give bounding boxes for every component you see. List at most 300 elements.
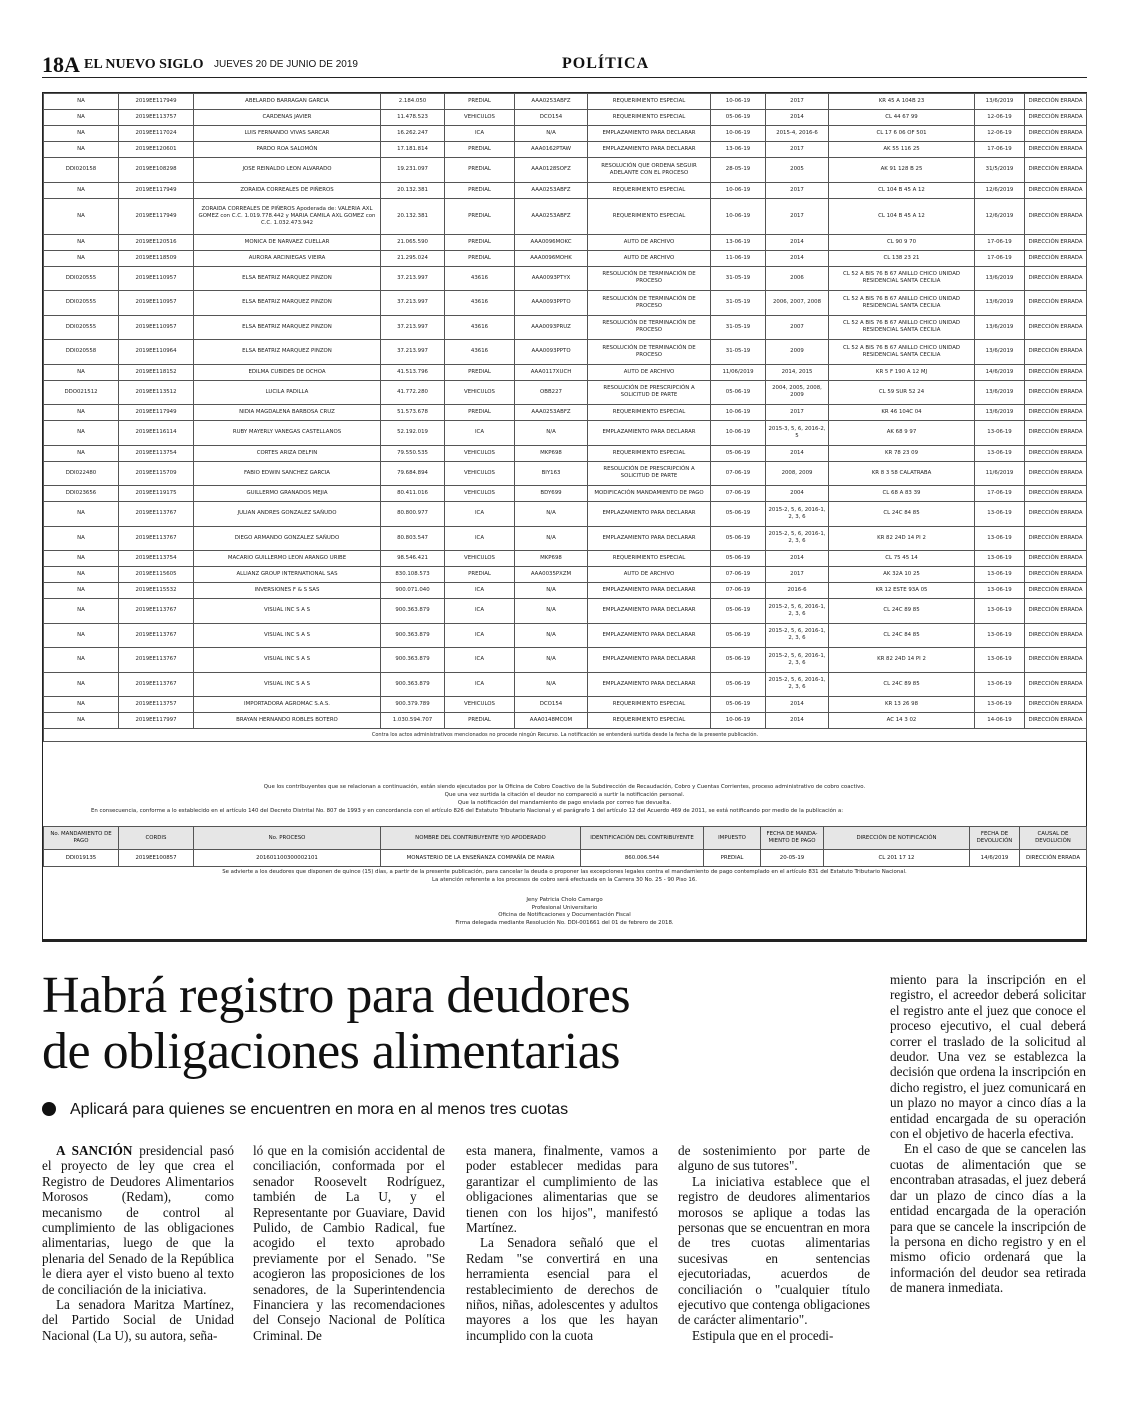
table-cell: 2019EE117949 xyxy=(119,198,194,234)
table-cell: 13/6/2019 xyxy=(975,340,1025,365)
table-cell: AAA0093PPTO xyxy=(515,291,588,316)
table-cell: PREDIAL xyxy=(445,713,515,729)
table-cell: ZORAIDA CORREALES DE PIÑEROS Apoderada de: VALERIA AXL GOMEZ con C.C. 1.019.778.442 y MARIA CAMILA AXL GOMEZ con C.C. 1.032.473.942 xyxy=(194,198,381,234)
table-cell: NA xyxy=(44,421,119,446)
table-row xyxy=(44,250,1087,266)
table-cell: PREDIAL xyxy=(445,198,515,234)
table-cell: MKP698 xyxy=(515,551,588,567)
paragraph: La iniciativa establece que el registro de deudores alimentarios morosos se aplique a todas las personas que se encuentran en mora de tres cuotas alimentarias sucesivas en sentencias ejecutoriadas, acuerdos de conciliación o "cualquier título ejecutivo que contenga obligaciones de carácter alimentario". xyxy=(678,1173,870,1328)
table-cell: 2015-2, 5, 6, 2016-1, 2, 3, 6 xyxy=(766,599,829,624)
paragraph: En el caso de que se cancelen las cuotas de alimentación que se encontraban atrasadas, el juez deberá dar un plazo de cinco días a la entidad encargada de la operación para que se cancele la inscripción de la persona en dicho registro y en el mismo oficio ordenará que la información del deudor sea retirada de manera inmediata. xyxy=(890,1141,1086,1296)
table-cell: AK 55 116 25 xyxy=(829,142,975,158)
signature-line: Profesional Universitario xyxy=(531,904,598,911)
table-cell: ICA xyxy=(445,126,515,142)
table-cell: 37.213.997 xyxy=(381,291,445,316)
table-cell: REQUERIMIENTO ESPECIAL xyxy=(588,198,711,234)
signature-block xyxy=(43,897,1086,927)
table-cell: 80.411.016 xyxy=(381,486,445,502)
table-cell: ICA xyxy=(445,648,515,673)
table-cell: 2016-6 xyxy=(766,583,829,599)
paragraph: La Senadora señaló que el Redam "se convertirá en una herramienta esencial para el restablecimiento de derechos de niños, niñas, adolescentes y adultos mayores a los que les hayan incumplido con la cuota xyxy=(466,1235,658,1343)
table-cell: 900.363.879 xyxy=(381,599,445,624)
article-column-4 xyxy=(678,1143,870,1343)
notice-closing xyxy=(43,868,1086,884)
table-cell: N/A xyxy=(515,672,588,697)
table-cell: 37.213.997 xyxy=(381,315,445,340)
table-cell: NA xyxy=(44,445,119,461)
table-cell: PREDIAL xyxy=(445,94,515,110)
table-row xyxy=(44,567,1087,583)
table-cell: DDI020158 xyxy=(44,158,119,183)
table-cell: INVERSIONES F & S SAS xyxy=(194,583,381,599)
table-cell: 10-06-19 xyxy=(711,94,766,110)
table-row xyxy=(44,126,1087,142)
table-cell: DIRECCIÓN ERRADA xyxy=(1025,583,1087,599)
table-cell: 2017 xyxy=(766,198,829,234)
table-cell: 2019EE115605 xyxy=(119,567,194,583)
table-cell: DDI019135 xyxy=(44,850,119,867)
table-row xyxy=(44,110,1087,126)
table-cell: 17-06-19 xyxy=(975,250,1025,266)
table-cell: CL 90 9 70 xyxy=(829,234,975,250)
table-cell: REQUERIMIENTO ESPECIAL xyxy=(588,405,711,421)
table-cell: VEHICULOS xyxy=(445,461,515,486)
table-cell: AAA0148MCOM xyxy=(515,713,588,729)
table-cell: CL 24C 89 85 xyxy=(829,599,975,624)
table-cell: AK 32A 10 25 xyxy=(829,567,975,583)
table-cell: DDI020555 xyxy=(44,291,119,316)
table-cell: 80.803.547 xyxy=(381,526,445,551)
table-cell: 2014 xyxy=(766,110,829,126)
table-cell: ICA xyxy=(445,502,515,527)
table-row xyxy=(44,291,1087,316)
table-cell: AUTO DE ARCHIVO xyxy=(588,364,711,380)
table-cell: OBB227 xyxy=(515,380,588,405)
table-cell: REQUERIMIENTO ESPECIAL xyxy=(588,94,711,110)
table-row xyxy=(44,623,1087,648)
table-cell: 13/6/2019 xyxy=(975,405,1025,421)
table-cell: JULIAN ANDRES GONZALEZ SAÑUDO xyxy=(194,502,381,527)
table-row xyxy=(44,315,1087,340)
table-cell: DIRECCIÓN ERRADA xyxy=(1025,94,1087,110)
table-cell: MONASTERIO DE LA ENSEÑANZA COMPAÑÍA DE MARIA xyxy=(381,850,581,867)
table-cell: NA xyxy=(44,364,119,380)
table-cell: 2017 xyxy=(766,182,829,198)
table-cell: 2019EE119175 xyxy=(119,486,194,502)
table-cell: 05-06-19 xyxy=(711,110,766,126)
table-cell: DIRECCIÓN ERRADA xyxy=(1025,158,1087,183)
table-cell: 2017 xyxy=(766,142,829,158)
table-cell: 2014 xyxy=(766,551,829,567)
table-cell: JOSE REINALDO LEON ALVARADO xyxy=(194,158,381,183)
table-cell: DIRECCIÓN ERRADA xyxy=(1025,250,1087,266)
table-cell: 2019EE115709 xyxy=(119,461,194,486)
table-cell: 17-06-19 xyxy=(975,142,1025,158)
table-cell: 2017 xyxy=(766,405,829,421)
table-cell: AUTO DE ARCHIVO xyxy=(588,250,711,266)
table-row xyxy=(44,551,1087,567)
table-cell: NIDIA MAGDALENA BARBOSA CRUZ xyxy=(194,405,381,421)
table-cell: RUBY MAYERLY VANEGAS CASTELLANOS xyxy=(194,421,381,446)
table-cell: 1.030.594.707 xyxy=(381,713,445,729)
column-header: FECHA DE MANDA- MIENTO DE PAGO xyxy=(761,827,824,850)
table-cell: DIRECCIÓN ERRADA xyxy=(1025,697,1087,713)
table-cell: 13/6/2019 xyxy=(975,266,1025,291)
table-cell: 2019EE110957 xyxy=(119,291,194,316)
notice-line: Que la notificación del mandamiento de pago enviada por correo fue devuelta. xyxy=(457,800,672,806)
table-cell: 2019EE110957 xyxy=(119,315,194,340)
table-cell: CL 52 A BIS 76 B 67 ANILLO CHICO UNIDAD RESIDENCIAL SANTA CECILIA xyxy=(829,315,975,340)
table-cell: 13-06-19 xyxy=(975,623,1025,648)
table-cell: VISUAL INC S A S xyxy=(194,648,381,673)
table-cell: 13-06-19 xyxy=(975,526,1025,551)
table-cell: 2019EE115532 xyxy=(119,583,194,599)
table-cell: RESOLUCIÓN QUE ORDENA SEGUIR ADELANTE CON EL PROCESO xyxy=(588,158,711,183)
table-row xyxy=(44,234,1087,250)
table-cell: 79.550.535 xyxy=(381,445,445,461)
table-footnote: Contra los actos administrativos mencionados no procede ningún Recurso. La notificación se entenderá surtida desde la fecha de la presente publicación. xyxy=(44,729,1087,742)
table-cell: ELSA BEATRIZ MARQUEZ PINZON xyxy=(194,315,381,340)
table-cell: 900.071.040 xyxy=(381,583,445,599)
table-cell: 13/6/2019 xyxy=(975,315,1025,340)
notice-line: Que una vez surtida la citación el deudor no compareció a surtir la notificación personal. xyxy=(444,792,685,798)
table-cell: 2019EE113754 xyxy=(119,551,194,567)
table-cell: 52.192.019 xyxy=(381,421,445,446)
table-cell: 2015-3, 5, 6, 2016-2, 5 xyxy=(766,421,829,446)
article-column-1 xyxy=(42,1143,234,1343)
table-cell: 2019EE113757 xyxy=(119,110,194,126)
table-cell: 10-06-19 xyxy=(711,126,766,142)
table-cell: 2019EE110957 xyxy=(119,266,194,291)
notice-intro xyxy=(43,783,1086,815)
table-cell: 2014 xyxy=(766,250,829,266)
article-headline xyxy=(42,968,630,1080)
table-cell: MODIFICACIÓN MANDAMIENTO DE PAGO xyxy=(588,486,711,502)
table-cell: DIRECCIÓN ERRADA xyxy=(1025,526,1087,551)
table-cell: 2014 xyxy=(766,713,829,729)
table-cell: RESOLUCIÓN DE TERMINACIÓN DE PROCESO xyxy=(588,315,711,340)
table-cell: ICA xyxy=(445,672,515,697)
table-cell: RESOLUCIÓN DE TERMINACIÓN DE PROCESO xyxy=(588,340,711,365)
table-cell: 07-06-19 xyxy=(711,486,766,502)
table-row xyxy=(44,526,1087,551)
table-cell: 2019EE113767 xyxy=(119,648,194,673)
table-cell: 2019EE117997 xyxy=(119,713,194,729)
table-cell: KR 45 A 104B 23 xyxy=(829,94,975,110)
table-cell: 05-06-19 xyxy=(711,551,766,567)
table-cell: NA xyxy=(44,623,119,648)
table-cell: 11/06/2019 xyxy=(711,364,766,380)
table-cell: NA xyxy=(44,250,119,266)
table-cell: 900.363.879 xyxy=(381,623,445,648)
table-cell: PREDIAL xyxy=(445,364,515,380)
notification-table xyxy=(43,93,1087,742)
table-cell: 2009 xyxy=(766,340,829,365)
table-cell: FABIO EDWIN SANCHEZ GARCIA xyxy=(194,461,381,486)
table-cell: DIRECCIÓN ERRADA xyxy=(1025,126,1087,142)
table-cell: ICA xyxy=(445,421,515,446)
table-cell: CL 52 A BIS 76 B 67 ANILLO CHICO UNIDAD RESIDENCIAL SANTA CECILIA xyxy=(829,266,975,291)
table-row xyxy=(44,486,1087,502)
table-cell: 2006 xyxy=(766,266,829,291)
table-cell: 51.573.678 xyxy=(381,405,445,421)
table-cell: N/A xyxy=(515,502,588,527)
table-cell: 13-06-19 xyxy=(975,502,1025,527)
table-cell: 31-05-19 xyxy=(711,340,766,365)
table-cell: 13/6/2019 xyxy=(975,380,1025,405)
table-cell: VEHICULOS xyxy=(445,380,515,405)
table-cell: VEHICULOS xyxy=(445,486,515,502)
table-cell: AK 68 9 97 xyxy=(829,421,975,446)
table-cell: RESOLUCIÓN DE TERMINACIÓN DE PROCESO xyxy=(588,266,711,291)
table-cell: DIRECCIÓN ERRADA xyxy=(1025,380,1087,405)
table-cell: DIRECCIÓN ERRADA xyxy=(1025,599,1087,624)
table-cell: DCO154 xyxy=(515,110,588,126)
table-cell: DDI020555 xyxy=(44,315,119,340)
column-header: CORDIS xyxy=(119,827,194,850)
table-cell: REQUERIMIENTO ESPECIAL xyxy=(588,110,711,126)
table-cell: AUTO DE ARCHIVO xyxy=(588,567,711,583)
table-cell: PREDIAL xyxy=(445,250,515,266)
table-cell: 05-06-19 xyxy=(711,672,766,697)
table-cell: EMPLAZAMIENTO PARA DECLARAR xyxy=(588,672,711,697)
table-cell: CARDENAS JAVIER xyxy=(194,110,381,126)
table-row xyxy=(44,364,1087,380)
table-cell: EMPLAZAMIENTO PARA DECLARAR xyxy=(588,502,711,527)
table-cell: IMPORTADORA AGROMAC S.A.S. xyxy=(194,697,381,713)
signature-line: Oficina de Notificaciones y Documentación Fiscal xyxy=(498,912,631,918)
table-cell: 13-06-19 xyxy=(975,445,1025,461)
table-row xyxy=(44,198,1087,234)
table-cell: 19.231.097 xyxy=(381,158,445,183)
table-row xyxy=(44,158,1087,183)
table-cell: DIEGO ARMANDO GONZALEZ SAÑUDO xyxy=(194,526,381,551)
table-cell: KR 5 F 190 A 12 MJ xyxy=(829,364,975,380)
table-row xyxy=(44,697,1087,713)
table-cell: NA xyxy=(44,697,119,713)
masthead xyxy=(42,52,1087,78)
table-cell: DIRECCIÓN ERRADA xyxy=(1025,672,1087,697)
table-cell: 05-06-19 xyxy=(711,445,766,461)
table-row xyxy=(44,713,1087,729)
column-header: CAUSAL DE DEVOLUCIÓN xyxy=(1020,827,1087,850)
column-header: FECHA DE DEVOLUCIÓN xyxy=(970,827,1020,850)
table-cell: 860.006.544 xyxy=(581,850,704,867)
table-cell: RESOLUCIÓN DE PRESCRIPCIÓN A SOLICITUD DE PARTE xyxy=(588,380,711,405)
table-cell: KR 12 ESTE 93A 05 xyxy=(829,583,975,599)
table-cell: KR 46 104C 04 xyxy=(829,405,975,421)
table-cell: 2019EE118152 xyxy=(119,364,194,380)
table-cell: 2008, 2009 xyxy=(766,461,829,486)
table-cell: 2019EE117949 xyxy=(119,94,194,110)
issue-date: JUEVES 20 DE JUNIO DE 2019 xyxy=(214,59,358,70)
table-cell: 12/6/2019 xyxy=(975,182,1025,198)
closing-line: Se advierte a los deudores que disponen de quince (15) días, a partir de la presente publicación, para cancelar la deuda o proponer las excepciones legales contra el mandamiento de pago contemplado en el artículo 831 del Estatuto Tributario Nacional. xyxy=(222,869,907,875)
table-cell: DDI023656 xyxy=(44,486,119,502)
table-cell: 2014 xyxy=(766,234,829,250)
notice-line: En consecuencia, conforme a lo establecido en el artículo 140 del Decreto Distrital No. 807 de 1993 y en concordancia con el artículo 826 del Estatuto Tributario Nacional y el parágrafo 1 del artículo 12 del Acuerdo 469 de 2011, se está notificando por medio de la publicación a: xyxy=(91,808,844,814)
table-cell: LUCILA PADILLA xyxy=(194,380,381,405)
subhead-text: Aplicará para quienes se encuentren en mora en al menos tres cuotas xyxy=(70,1101,569,1118)
table-cell: DIRECCIÓN ERRADA xyxy=(1025,713,1087,729)
table-row xyxy=(44,142,1087,158)
table-cell: BIY163 xyxy=(515,461,588,486)
table-cell: 2017 xyxy=(766,94,829,110)
table-cell: EMPLAZAMIENTO PARA DECLARAR xyxy=(588,583,711,599)
table-cell: 2019EE116114 xyxy=(119,421,194,446)
table-cell: ALLIANZ GROUP INTERNATIONAL SAS xyxy=(194,567,381,583)
table-cell: VEHICULOS xyxy=(445,110,515,126)
table-cell: DIRECCIÓN ERRADA xyxy=(1025,266,1087,291)
table-cell: 12/6/2019 xyxy=(975,198,1025,234)
table-cell: 31-05-19 xyxy=(711,266,766,291)
table-cell: DIRECCIÓN ERRADA xyxy=(1025,405,1087,421)
page-number: 18A xyxy=(42,52,80,77)
table-cell: NA xyxy=(44,198,119,234)
table-cell: 2019EE120601 xyxy=(119,142,194,158)
table-row xyxy=(44,94,1087,110)
table-cell: 16.262.247 xyxy=(381,126,445,142)
table-cell: 13-06-19 xyxy=(975,648,1025,673)
table-cell: 12-06-19 xyxy=(975,126,1025,142)
table-cell: 37.213.997 xyxy=(381,266,445,291)
closing-line: La atención referente a los procesos de cobro será efectuada en la Carrera 30 No. 25 - 90 Piso 16. xyxy=(432,877,697,883)
table-cell: 79.684.894 xyxy=(381,461,445,486)
table-cell: CL 24C 84 85 xyxy=(829,502,975,527)
table-cell: PREDIAL xyxy=(445,405,515,421)
table-cell: 13/6/2019 xyxy=(975,94,1025,110)
table-cell: 900.379.789 xyxy=(381,697,445,713)
table-cell: NA xyxy=(44,713,119,729)
table-cell: 2019EE113767 xyxy=(119,526,194,551)
table-cell: 43616 xyxy=(445,291,515,316)
table-cell: DCO154 xyxy=(515,697,588,713)
table-cell: VEHICULOS xyxy=(445,697,515,713)
table-cell: NA xyxy=(44,551,119,567)
table-cell: EMPLAZAMIENTO PARA DECLARAR xyxy=(588,142,711,158)
table-cell: PREDIAL xyxy=(445,142,515,158)
table-cell: EDILMA CUBIDES DE OCHOA xyxy=(194,364,381,380)
table-cell: DIRECCIÓN ERRADA xyxy=(1025,291,1087,316)
table-row xyxy=(44,405,1087,421)
table-cell: N/A xyxy=(515,648,588,673)
table-cell: REQUERIMIENTO ESPECIAL xyxy=(588,182,711,198)
table-cell: EMPLAZAMIENTO PARA DECLARAR xyxy=(588,421,711,446)
table-cell: AAA0253ABFZ xyxy=(515,182,588,198)
paragraph: presidencial pasó el proyecto de ley que crea el Registro de Deudores Alimentarios Morosos (Redam), como mecanismo de control al cumplimiento de las obligaciones alimentarias, luego de que la plenaria del Senado de la República le diera ayer el visto bueno al texto de conciliación de la iniciativa. xyxy=(42,1143,234,1297)
table-cell: 43616 xyxy=(445,315,515,340)
table-cell: AAA0035PXZM xyxy=(515,567,588,583)
table-cell: NA xyxy=(44,405,119,421)
table-cell: 98.546.421 xyxy=(381,551,445,567)
column-header: IMPUESTO xyxy=(704,827,761,850)
paragraph: de sostenimiento por parte de alguno de sus tutores". xyxy=(678,1143,870,1174)
table-cell: 05-06-19 xyxy=(711,697,766,713)
table-cell: 41.772.280 xyxy=(381,380,445,405)
column-header: No. PROCESO xyxy=(194,827,381,850)
table-cell: AAA0093PRUZ xyxy=(515,315,588,340)
table-cell: 05-06-19 xyxy=(711,380,766,405)
table-cell: EMPLAZAMIENTO PARA DECLARAR xyxy=(588,648,711,673)
table-cell: DIRECCIÓN ERRADA xyxy=(1025,340,1087,365)
table-cell: DIRECCIÓN ERRADA xyxy=(1025,461,1087,486)
table-cell: 2019EE100857 xyxy=(119,850,194,867)
column-header: NOMBRE DEL CONTRIBUYENTE Y/O APODERADO xyxy=(381,827,581,850)
headline-line-2: de obligaciones alimentarias xyxy=(42,1023,621,1080)
table-cell: DIRECCIÓN ERRADA xyxy=(1025,445,1087,461)
table-cell: AK 91 128 B 25 xyxy=(829,158,975,183)
table-row xyxy=(44,583,1087,599)
table-cell: CL 75 45 14 xyxy=(829,551,975,567)
table-cell: NA xyxy=(44,599,119,624)
table-cell: 05-06-19 xyxy=(711,526,766,551)
table-cell: AAA0162PTAW xyxy=(515,142,588,158)
table-cell: 17.181.814 xyxy=(381,142,445,158)
table-cell: DDO021512 xyxy=(44,380,119,405)
table-cell: PREDIAL xyxy=(445,182,515,198)
table-cell: 10-06-19 xyxy=(711,198,766,234)
table-cell: CL 68 A 83 39 xyxy=(829,486,975,502)
table-cell: 2019EE117949 xyxy=(119,182,194,198)
table-cell: DIRECCIÓN ERRADA xyxy=(1025,421,1087,446)
table-cell: MACARIO GUILLERMO LEON ARANGO URIBE xyxy=(194,551,381,567)
table-cell: CL 201 17 12 xyxy=(824,850,970,867)
table-cell: AAA0093PPTO xyxy=(515,340,588,365)
table-cell: 2007 xyxy=(766,315,829,340)
table-cell: RESOLUCIÓN DE TERMINACIÓN DE PROCESO xyxy=(588,291,711,316)
table-cell: 10-06-19 xyxy=(711,713,766,729)
table-cell: 2019EE113767 xyxy=(119,672,194,697)
table-cell: CORTES ARIZA DELFIN xyxy=(194,445,381,461)
table-cell: N/A xyxy=(515,623,588,648)
table-row xyxy=(44,340,1087,365)
table-cell: N/A xyxy=(515,526,588,551)
table-cell: 900.363.879 xyxy=(381,672,445,697)
table-cell: 2004, 2005, 2008, 2009 xyxy=(766,380,829,405)
table-cell: NA xyxy=(44,126,119,142)
table-cell: DIRECCIÓN ERRADA xyxy=(1020,850,1087,867)
table-cell: 13-06-19 xyxy=(711,234,766,250)
table-row xyxy=(44,266,1087,291)
table-cell: DIRECCIÓN ERRADA xyxy=(1025,502,1087,527)
signature-line: Jeny Patricia Cholo Camargo xyxy=(526,897,603,903)
table-row xyxy=(44,421,1087,446)
table-cell: CL 52 A BIS 76 B 67 ANILLO CHICO UNIDAD RESIDENCIAL SANTA CECILIA xyxy=(829,340,975,365)
table-cell: N/A xyxy=(515,599,588,624)
table-cell: 2014, 2015 xyxy=(766,364,829,380)
column-header: DIRECCIÓN DE NOTIFICACIÓN xyxy=(824,827,970,850)
article-column-3 xyxy=(466,1143,658,1343)
table-row xyxy=(44,380,1087,405)
table-cell: 31-05-19 xyxy=(711,315,766,340)
table-cell: DDI020558 xyxy=(44,340,119,365)
table-cell: 2019EE117024 xyxy=(119,126,194,142)
table-cell: 10-06-19 xyxy=(711,182,766,198)
table-cell: BRAYAN HERNANDO ROBLES BOTERO xyxy=(194,713,381,729)
table-cell: N/A xyxy=(515,583,588,599)
table-cell: 31-05-19 xyxy=(711,291,766,316)
table-cell: ICA xyxy=(445,526,515,551)
table-cell: 2019EE113754 xyxy=(119,445,194,461)
table-cell: 2015-2, 5, 6, 2016-1, 2, 3, 6 xyxy=(766,623,829,648)
table-row xyxy=(44,648,1087,673)
newspaper-name: EL NUEVO SIGLO xyxy=(84,57,204,72)
table-cell: 07-06-19 xyxy=(711,461,766,486)
payment-order-table xyxy=(43,826,1086,867)
table-cell: 05-06-19 xyxy=(711,623,766,648)
table-cell: ICA xyxy=(445,583,515,599)
table-cell: AAA0253ABFZ xyxy=(515,405,588,421)
